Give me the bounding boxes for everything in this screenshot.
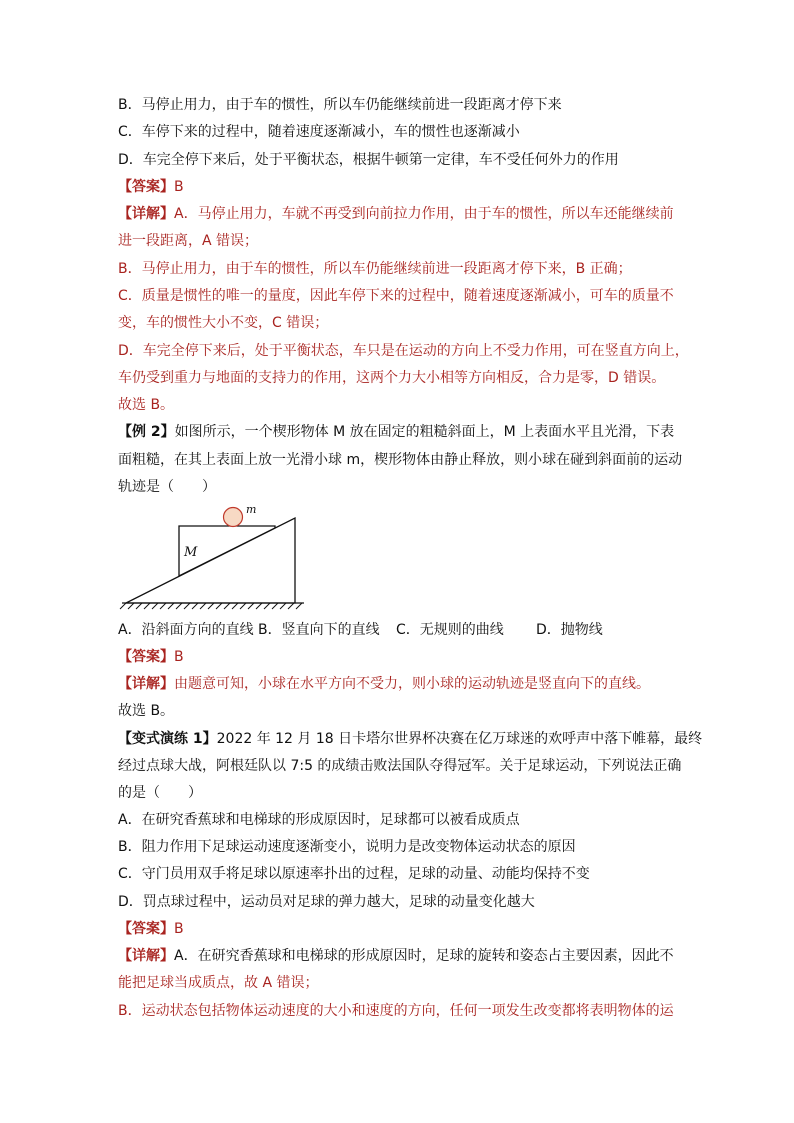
answer-tag: 【答案】 bbox=[118, 921, 174, 937]
q3-detail-line-3: B．运动状态包括物体运动速度的大小和速度的方向，任何一项发生改变都将表明物体的运 bbox=[118, 1003, 674, 1019]
q1-detail-line-6: D．车完全停下来后，处于平衡状态，车只是在运动的方向上不受力作用，可在竖直方向上， bbox=[118, 343, 689, 359]
q3-stem-line-2: 经过点球大战，阿根廷队以 7:5 的成绩击败法国队夺得冠军。关于足球运动，下列说法正确 bbox=[118, 758, 682, 774]
detail-tag: 【详解】 bbox=[118, 206, 174, 222]
q2-conclusion: 故选 B。 bbox=[118, 703, 175, 719]
q1-option-d: D．车完全停下来后，处于平衡状态，根据牛顿第一定律，车不受任何外力的作用 bbox=[118, 152, 619, 168]
q3-option-a: A．在研究香蕉球和电梯球的形成原因时，足球都可以被看成质点 bbox=[118, 812, 520, 828]
q1-answer-line bbox=[118, 178, 184, 196]
question-tag: 【例 2】 bbox=[118, 424, 175, 440]
answer-tag: 【答案】 bbox=[118, 179, 174, 195]
q3-option-b: B．阻力作用下足球运动速度逐渐变小，说明力是改变物体运动状态的原因 bbox=[118, 839, 576, 855]
wedge-on-incline-figure bbox=[118, 500, 318, 610]
q2-option-b: B．竖直向下的直线 bbox=[258, 622, 380, 638]
detail-text: A．在研究香蕉球和电梯球的形成原因时，足球的旋转和姿态占主要因素，因此不 bbox=[174, 948, 674, 964]
q2-option-a: A．沿斜面方向的直线 bbox=[118, 622, 254, 638]
detail-text: A．马停止用力，车就不再受到向前拉力作用，由于车的惯性，所以车还能继续前 bbox=[174, 206, 674, 222]
detail-tag: 【详解】 bbox=[118, 948, 174, 964]
small-ball bbox=[224, 508, 243, 527]
q3-option-c: C．守门员用双手将足球以原速率扑出的过程，足球的动量、动能均保持不变 bbox=[118, 866, 590, 882]
detail-tag: 【详解】 bbox=[118, 676, 174, 692]
question-text: 如图所示，一个楔形物体 M 放在固定的粗糙斜面上，M 上表面水平且光滑，下表 bbox=[174, 424, 675, 440]
answer-tag: 【答案】 bbox=[118, 649, 174, 665]
q2-detail-line bbox=[118, 675, 650, 693]
q1-detail-line-5: 变，车的惯性大小不变，C 错误； bbox=[118, 315, 329, 331]
q3-stem-line-3: 的是（ ） bbox=[118, 785, 202, 801]
q3-answer-line bbox=[118, 920, 184, 938]
q2-option-d: D．抛物线 bbox=[536, 622, 603, 638]
q2-stem-line-1 bbox=[118, 423, 674, 441]
q1-detail-line-7: 车仍受到重力与地面的支持力的作用，这两个力大小相等方向相反，合力是零，D 错误。 bbox=[118, 370, 666, 386]
answer-value: B bbox=[174, 921, 184, 937]
q1-option-b: B．马停止用力，由于车的惯性，所以车仍能继续前进一段距离才停下来 bbox=[118, 97, 562, 113]
q3-option-d: D．罚点球过程中，运动员对足球的弹力越大，足球的动量变化越大 bbox=[118, 894, 535, 910]
q1-detail-line-1 bbox=[118, 205, 674, 223]
q1-detail-line-4: C．质量是惯性的唯一的量度，因此车停下来的过程中，随着速度逐渐减小，可车的质量不 bbox=[118, 288, 674, 304]
wedge-label: M bbox=[184, 545, 198, 560]
q2-answer-line bbox=[118, 648, 184, 666]
detail-text: 由题意可知，小球在水平方向不受力，则小球的运动轨迹是竖直向下的直线。 bbox=[174, 676, 650, 692]
q2-option-c: C．无规则的曲线 bbox=[396, 622, 504, 638]
question-tag: 【变式演练 1】 bbox=[118, 731, 217, 747]
answer-value: B bbox=[174, 179, 184, 195]
q3-detail-line-2: 能把足球当成质点，故 A 错误； bbox=[118, 975, 319, 991]
q3-stem-line-1 bbox=[118, 730, 702, 748]
q1-detail-line-3: B．马停止用力，由于车的惯性，所以车仍能继续前进一段距离才停下来，B 正确； bbox=[118, 261, 632, 277]
answer-value: B bbox=[174, 649, 184, 665]
ground-hatching bbox=[120, 603, 302, 609]
q1-option-c: C．车停下来的过程中，随着速度逐渐减小，车的惯性也逐渐减小 bbox=[118, 124, 520, 140]
q2-stem-line-3: 轨迹是（ ） bbox=[118, 479, 216, 495]
ball-label: m bbox=[246, 503, 257, 516]
question-text: 2022 年 12 月 18 日卡塔尔世界杯决赛在亿万球迷的欢呼声中落下帷幕，最终 bbox=[216, 731, 703, 747]
q1-detail-line-2: 进一段距离，A 错误； bbox=[118, 233, 259, 249]
q2-stem-line-2: 面粗糙，在其上表面上放一光滑小球 m，楔形物体由静止释放，则小球在碰到斜面前的运动 bbox=[118, 452, 683, 468]
q1-conclusion: 故选 B。 bbox=[118, 397, 175, 413]
q3-detail-line-1 bbox=[118, 947, 674, 965]
